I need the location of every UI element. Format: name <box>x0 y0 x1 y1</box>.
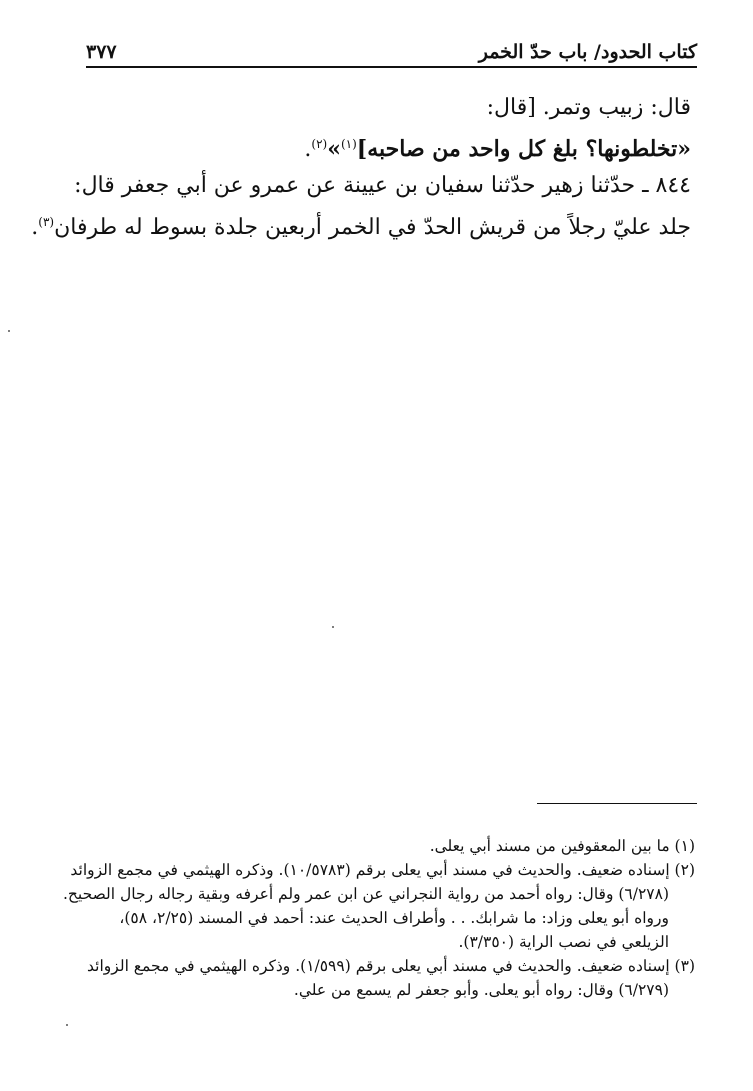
main-text <box>31 90 691 246</box>
page-header <box>86 36 697 68</box>
footnote-3-line-1: (٣) إسناده ضعيف. والحديث في مسند أبي يعلى برقم (١/٥٩٩). وذكره الهيثمي في مجمع الزوائد <box>87 957 695 975</box>
footnote-2-line-2: (٦/٢٧٨) وقال: رواه أحمد من رواية النجراني عن ابن عمر ولم أعرفه وبقية رجاله رجال الصحيح. <box>63 885 669 903</box>
footnote-2-line-1: (٢) إسناده ضعيف. والحديث في مسند أبي يعلى برقم (١٠/٥٧٨٣). وذكره الهيثمي في مجمع الزوائد <box>70 861 695 879</box>
footnote-3-line-2: (٦/٢٧٩) وقال: رواه أبو يعلى. وأبو جعفر لم يسمع من علي. <box>293 981 669 999</box>
footnote-2-line-3: ورواه أبو يعلى وزاد: ما شرابك. . . وأطراف الحديث عند: أحمد في المسند (٢/٢٥، ٥٨)، <box>119 909 669 927</box>
scan-speck <box>332 626 334 628</box>
footnote-2-line-4: الزيلعي في نصب الراية (٣/٣٥٠). <box>458 933 669 951</box>
text-line-4-body: جلد عليّ رجلاً من قريش الحدّ في الخمر أربعين جلدة بسوط له طرفان <box>54 215 691 240</box>
footnote-ref-2: (٢) <box>311 137 328 151</box>
text-line-3: ٨٤٤ ـ حدّثنا زهير حدّثنا سفيان بن عيينة عن عمرو عن أبي جعفر قال: <box>74 173 691 198</box>
text-line-1: قال: زبيب وتمر. [قال: <box>486 95 691 120</box>
running-title: كتاب الحدود/ باب حدّ الخمر <box>478 41 697 63</box>
scan-speck <box>8 330 10 332</box>
footnote-ref-3: (٣) <box>38 215 55 229</box>
line-2-end: . <box>304 137 312 162</box>
footnote-1: (١) ما بين المعقوفين من مسند أبي يعلى. <box>429 837 695 855</box>
footnote-separator <box>537 803 697 804</box>
scan-speck <box>66 1024 68 1026</box>
footnotes <box>63 834 695 1002</box>
page-number: ٣٧٧ <box>86 41 117 63</box>
text-line-2 <box>96 126 691 168</box>
line-4-end: . <box>31 215 39 240</box>
quoted-hadith: «تخلطونها؟ بلغ كل واحد من صاحبه] <box>356 136 691 162</box>
footnote-ref-1: (١) <box>340 137 357 151</box>
closing-quote: » <box>327 136 341 162</box>
text-line-4 <box>31 204 691 246</box>
